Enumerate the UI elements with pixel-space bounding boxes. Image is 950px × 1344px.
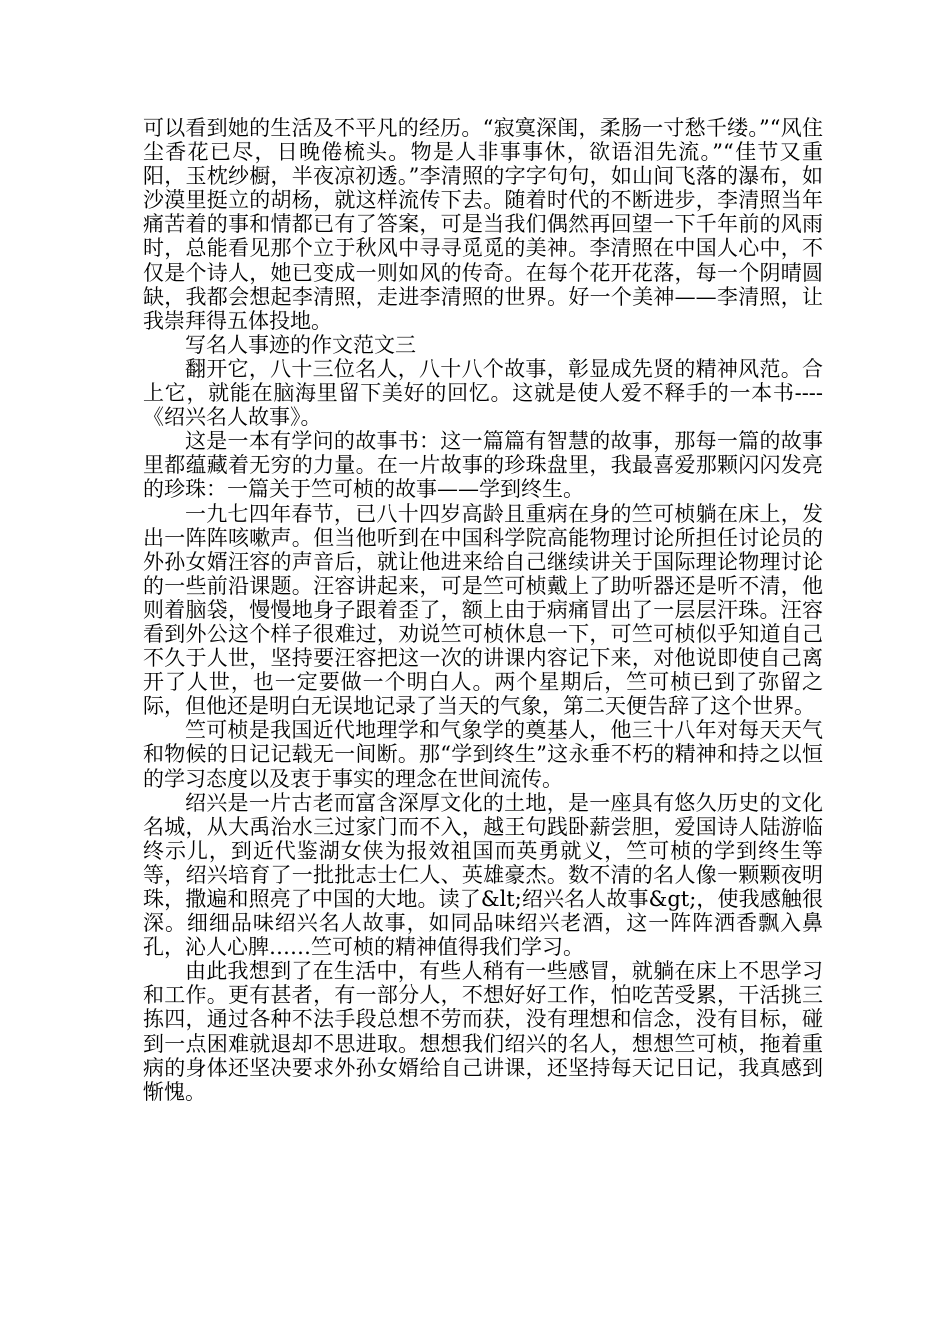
paragraph: 由此我想到了在生活中，有些人稍有一些感冒，就躺在床上不思学习和工作。更有甚者，有一部分人，不想好好工作，怕吃苦受累，干活挑三拣四，通过各种不法手段总想不劳而获，没有理想和信念，没有目标，碰到一点困难就退却不思进取。想想我们绍兴的名人，想想竺可桢，拖着重病的身体还坚决要求外孙女婿给自己讲课，还坚持每天记日记，我真感到惭愧。 [143,959,823,1104]
section-heading: 写名人事迹的作文范文三 [185,332,416,357]
document-body [143,116,823,1104]
paragraph: 绍兴是一片古老而富含深厚文化的土地，是一座具有悠久历史的文化名城，从大禹治水三过家门而不入，越王句践卧薪尝胆，爱国诗人陆游临终示儿，到近代鉴湖女侠为报效祖国而英勇就义，竺可桢的学到终生等等，绍兴培育了一批批志士仁人、英雄豪杰。数不清的名人像一颗颗夜明珠，撒遍和照亮了中国的大地。读了&lt;绍兴名人故事&gt;，使我感触很深。细细品味绍兴名人故事，如同品味绍兴老酒，这一阵阵洒香飘入鼻孔，沁人心脾……竺可桢的精神值得我们学习。 [143,790,823,960]
paragraph: 这是一本有学问的故事书：这一篇篇有智慧的故事，那每一篇的故事里都蕴藏着无穷的力量。在一片故事的珍珠盘里，我最喜爱那颗闪闪发亮的珍珠：一篇关于竺可桢的故事——学到终生。 [143,429,823,502]
paragraph-continued: 可以看到她的生活及不平凡的经历。“寂寞深闺，柔肠一寸愁千缕。”“风住尘香花已尽，日晚倦梳头。物是人非事事休，欲语泪先流。”“佳节又重阳，玉枕纱橱，半夜凉初透。”李清照的字字句句，如山间飞落的瀑布，如沙漠里挺立的胡杨，就这样流传下去。随着时代的不断进步，李清照当年痛苦着的事和情都已有了答案，可是当我们偶然再回望一下千年前的风雨时，总能看见那个立于秋风中寻寻觅觅的美神。李清照在中国人心中，不仅是个诗人，她已变成一则如风的传奇。在每个花开花落，每一个阴晴圆缺，我都会想起李清照，走进李清照的世界。好一个美神——李清照，让我崇拜得五体投地。 [143,116,823,333]
paragraph: 竺可桢是我国近代地理学和气象学的奠基人，他三十八年对每天天气和物候的日记记载无一间断。那“学到终生”这永垂不朽的精神和持之以恒的学习态度以及衷于事实的理念在世间流传。 [143,718,823,791]
paragraph: 一九七四年春节，已八十四岁高龄且重病在身的竺可桢躺在床上，发出一阵阵咳嗽声。但当他听到在中国科学院高能物理讨论所担任讨论员的外孙女婿汪容的声音后，就让他进来给自己继续讲关于国际理论物理讨论的一些前沿课题。汪容讲起来，可是竺可桢戴上了助听器还是听不清，他则着脑袋，慢慢地身子跟着歪了，额上由于病痛冒出了一层层汗珠。汪容看到外公这个样子很难过，劝说竺可桢休息一下，可竺可桢似乎知道自己不久于人世，坚持要汪容把这一次的讲课内容记下来，对他说即使自己离开了人世，也一定要做一个明白人。两个星期后，竺可桢已到了弥留之际，但他还是明白无误地记录了当天的气象，第二天便告辞了这个世界。 [143,501,823,719]
paragraph: 翻开它，八十三位名人，八十八个故事，彰显成先贤的精神风范。合上它，就能在脑海里留下美好的回忆。这就是使人爱不释手的一本书----《绍兴名人故事》。 [143,356,823,430]
